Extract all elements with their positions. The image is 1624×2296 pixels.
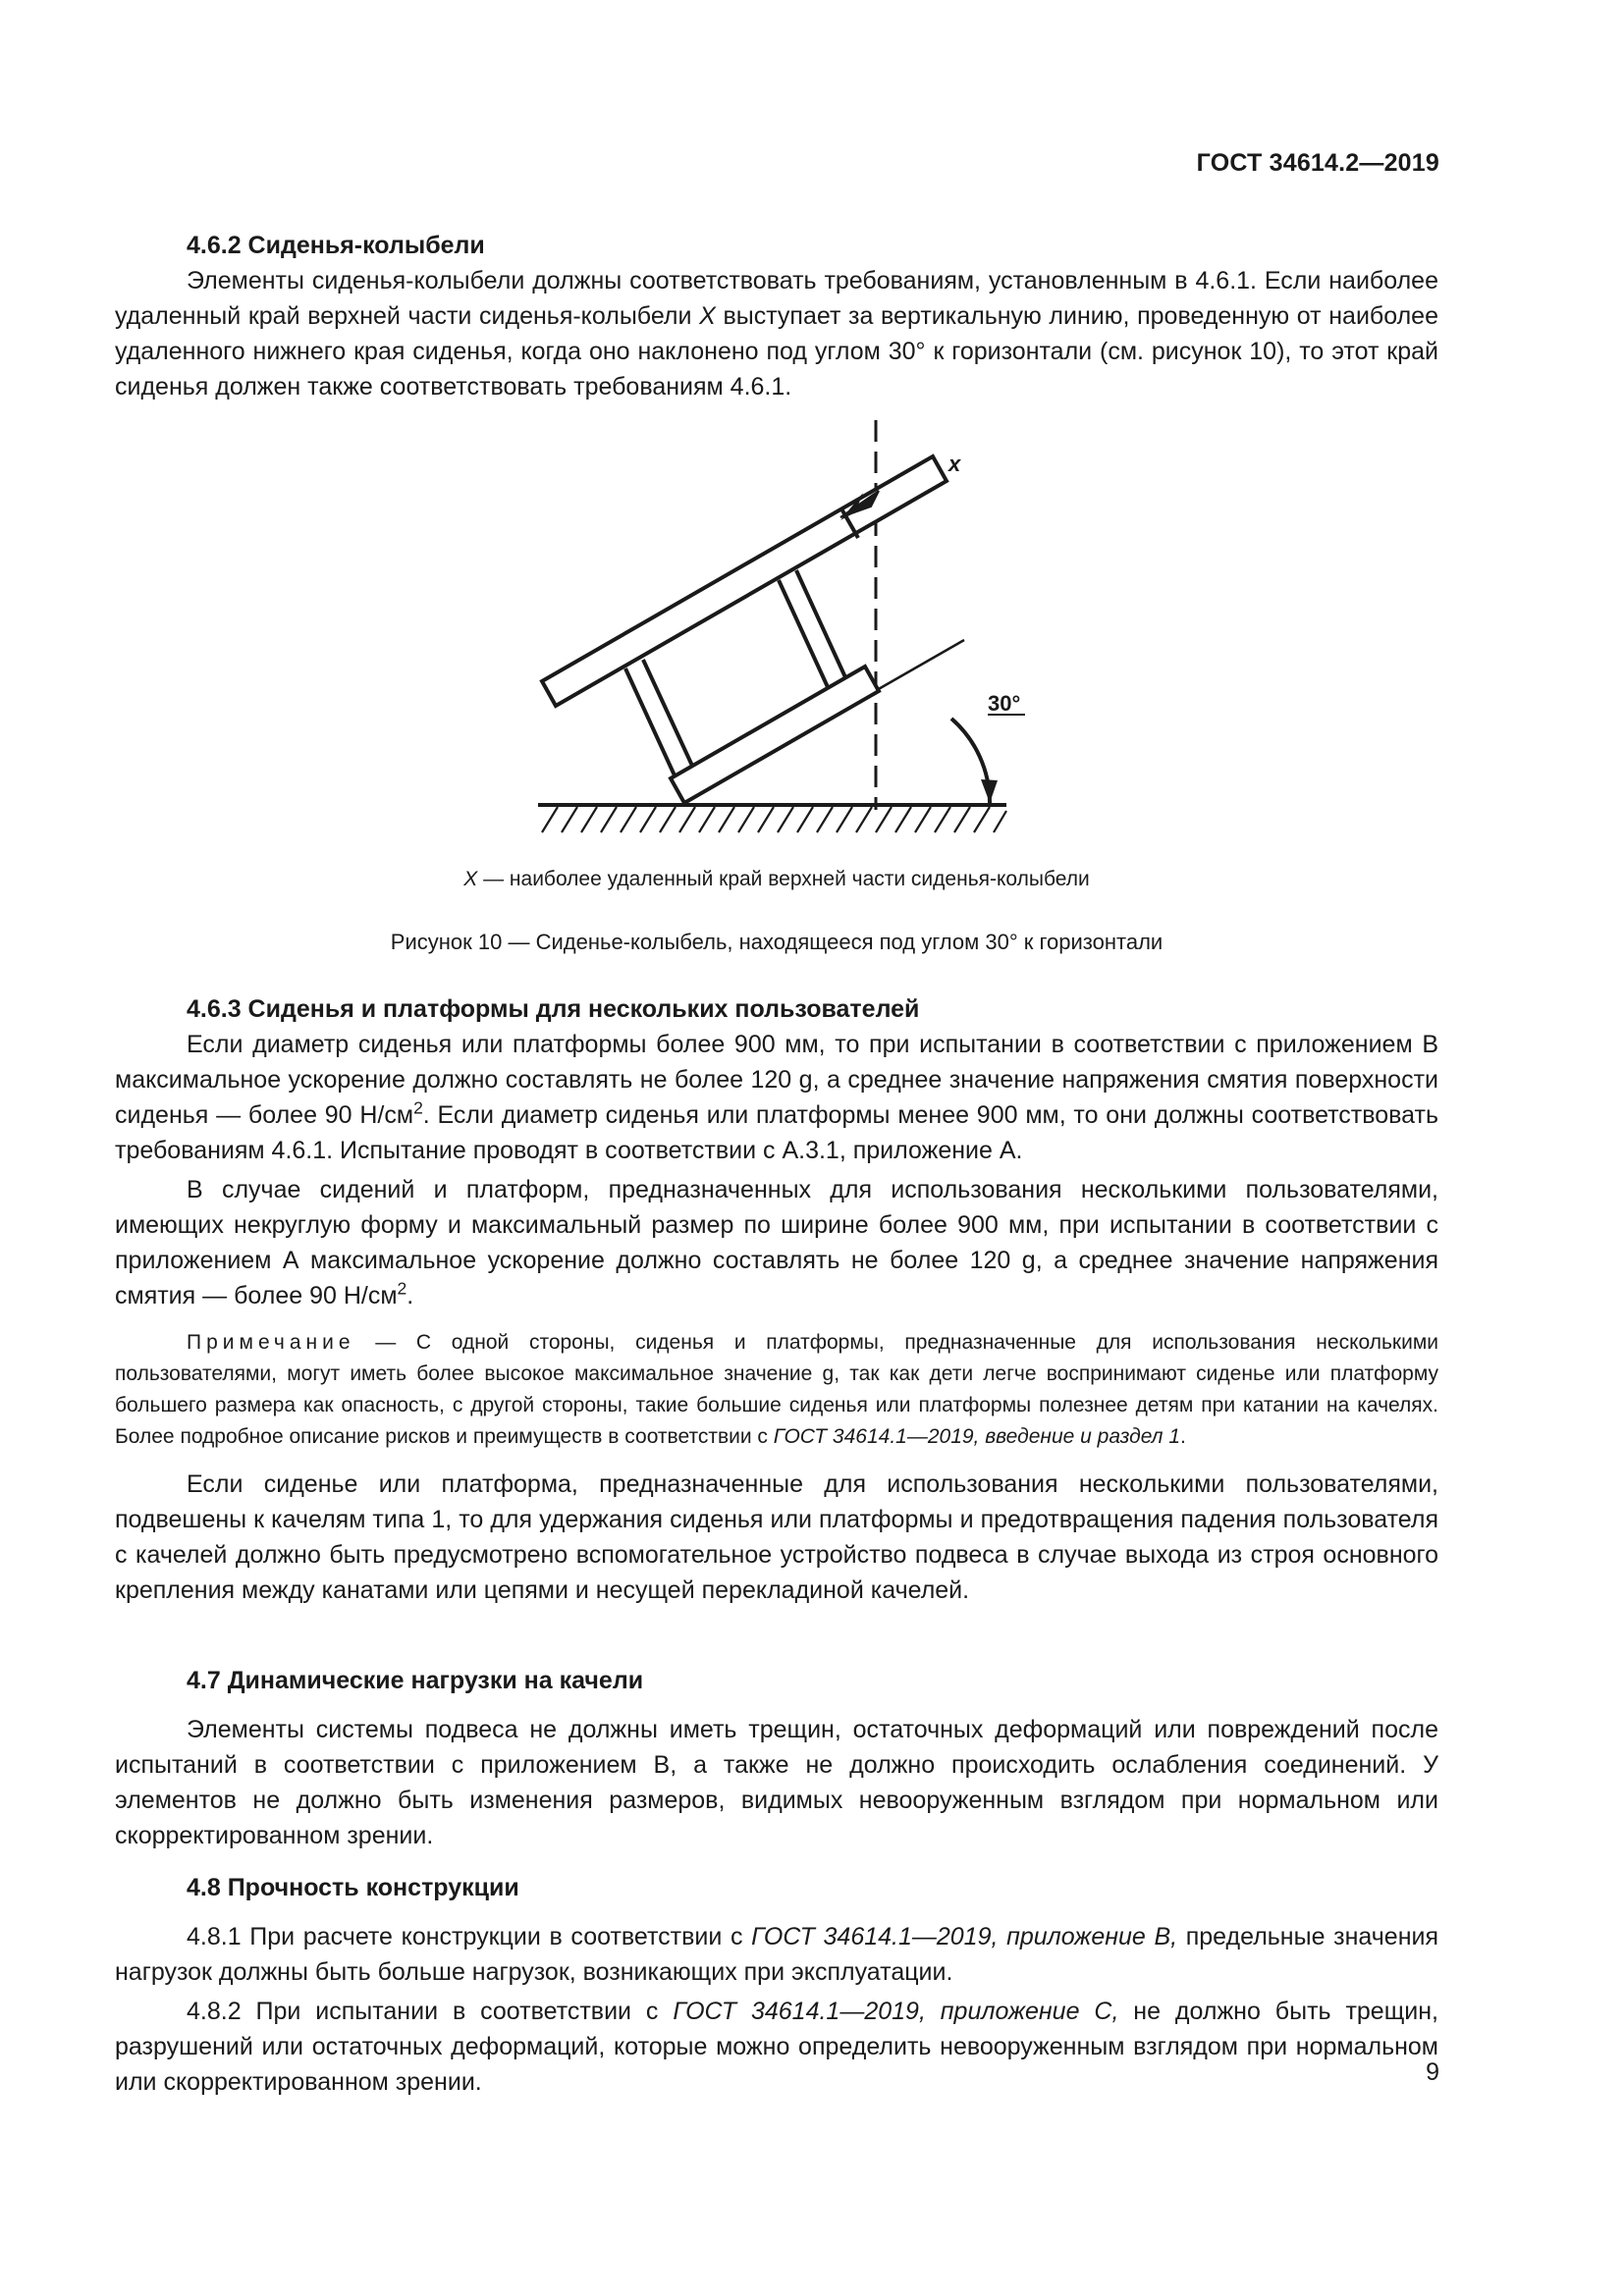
paragraph: Если диаметр сиденья или платформы более 900 мм, то при испытании в соответствии с приложением В максимальное ускорение должно составлять не более 120 g, а среднее значение напряжения смятия поверхности сиденья — более 90 $Н/см^2$. Если диаметр сиденья или платформы менее 900 мм, то они должны соответствовать требованиям 4.6.1. Испытание проводят в соответствии с А.3.1, приложение А.: [115, 1031, 1438, 1164]
angle-label: 30°: [988, 691, 1021, 716]
page-number: 9: [1426, 2058, 1439, 2086]
paragraph: В случае сидений и платформ, предназначенных для использования несколькими пользователями, имеющих некруглую форму и максимальный размер по ширине более 900 мм, при испытании в соответствии с приложением А максимальное ускорение должно составлять не более 120 g, а среднее значение напряжения смятия — более 90 $Н/см^2$.: [115, 1176, 1438, 1309]
paragraph: Элементы системы подвеса не должны иметь трещин, остаточных деформаций или повреждений после испытаний в соответствии с приложением В, а также не должно происходить ослабления соединений. У элементов не должно быть изменения размеров, видимых невооруженным взглядом при нормальном или скорректированном зрении.: [115, 1716, 1438, 1849]
section-4-8: [115, 1870, 1438, 2100]
paragraph: Если сиденье или платформа, предназначенные для использования несколькими пользователями, подвешены к качелям типа 1, то для удержания сиденья или платформы и предотвращения падения пользователя с качелей должно быть предусмотрено вспомогательное устройство подвеса в случае выхода из строя основного крепления между канатами или цепями и несущей перекладиной качелей.: [115, 1470, 1438, 1604]
seat-post-right: [779, 570, 845, 687]
paragraph: 4.8.2 При испытании в соответствии с ГОСТ 34614.1—2019, приложение С, не должно быть трещин, разрушений или остаточных деформаций, которые можно определить невооруженным взглядом при нормальном или скорректированном зрении.: [115, 1998, 1438, 2096]
note: Примечание — С одной стороны, сиденья и платформы, предназначенные для использования несколькими пользователями, могут иметь более высокое максимальное значение g, так как дети легче воспринимают сиденье или платформу большего размера как опасность, с другой стороны, такие большие сиденья или платформы полезнее детям при катании на качелях. Более подробное описание рисков и преимуществ в соответствии с ГОСТ 34614.1—2019, введение и раздел 1.: [115, 1331, 1438, 1448]
section-title: 4.6.3 Сиденья и платформы для нескольких пользователей: [187, 995, 920, 1023]
angle-arc: [951, 719, 990, 803]
figure-label-x: x: [948, 452, 961, 476]
section-title: 4.6.2 Сиденья-колыбели: [187, 232, 485, 259]
figure-legend: X — наиболее удаленный край верхней части сиденья-колыбели: [463, 868, 1090, 890]
seat-bottom-board: [671, 667, 879, 803]
angle-arrow-head: [981, 779, 998, 803]
seat-top-board: [542, 456, 947, 706]
figure-caption: Рисунок 10 — Сиденье-колыбель, находящееся под углом 30° к горизонтали: [390, 930, 1164, 954]
section-4-6-3: [115, 991, 1438, 1608]
section-title: 4.7 Динамические нагрузки на качели: [187, 1667, 644, 1694]
section-title: 4.8 Прочность конструкции: [187, 1874, 519, 1901]
section-4-7: [115, 1663, 1438, 1853]
document-header: ГОСТ 34614.2—2019: [1196, 149, 1439, 177]
paragraph: 4.8.1 При расчете конструкции в соответствии с ГОСТ 34614.1—2019, приложение В, предельные значения нагрузок должны быть больше нагрузок, возникающих при эксплуатации.: [115, 1923, 1439, 1986]
seat-post-left: [625, 660, 692, 775]
ground-hatching: [542, 807, 1006, 832]
paragraph: Элементы сиденья-колыбели должны соответствовать требованиям, установленным в 4.6.1. Если наиболее удаленный край верхней части сиденья-колыбели X выступает за вертикальную линию, проведенную от наиболее удаленного нижнего края сиденья, когда оно наклонено под углом 30° к горизонтали (см. рисунок 10), то этот край сиденья должен также соответствовать требованиям 4.6.1.: [115, 267, 1438, 400]
angle-reference-line: [877, 640, 964, 690]
